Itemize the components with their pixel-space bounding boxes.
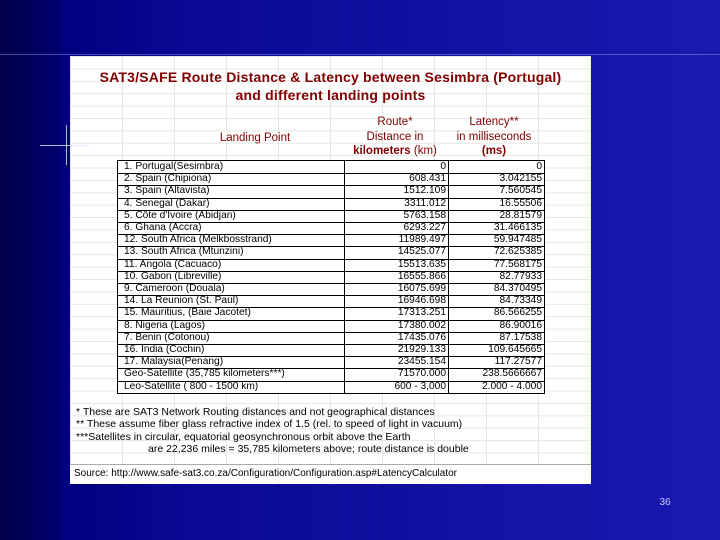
cell-landing-point: 13. South Africa (Mtunzini) xyxy=(124,246,244,258)
cell-latency: 28.81579 xyxy=(448,210,544,222)
cell-latency: 0 xyxy=(448,161,544,173)
header-latency xyxy=(444,115,544,159)
spreadsheet-image xyxy=(70,56,591,484)
page-number: 36 xyxy=(659,497,671,508)
cell-landing-point: 10. Gabon (Libreville) xyxy=(124,270,222,282)
header-route-km-bold: kilometers xyxy=(353,145,411,157)
cell-landing-point: 3. Spain (Altavista) xyxy=(124,185,210,197)
cell-latency: 84.73349 xyxy=(448,295,544,307)
cell-landing-point: 7. Benin (Cotonou) xyxy=(124,331,210,343)
sheet-title-line2: and different landing points xyxy=(235,87,426,103)
cell-latency: 16.55506 xyxy=(448,198,544,210)
header-route-line3 xyxy=(342,144,448,159)
footnotes xyxy=(76,406,586,456)
cell-latency: 117.27577 xyxy=(448,356,544,368)
cell-distance: 21929.133 xyxy=(344,344,448,356)
header-latency-line1: Latency** xyxy=(469,116,519,128)
cell-distance: 14525.077 xyxy=(344,246,448,258)
cell-landing-point: Geo-Satellite (35,785 kilometers***) xyxy=(124,368,285,380)
table-row xyxy=(118,381,544,393)
cell-landing-point: 17. Malaysia(Penang) xyxy=(124,356,224,368)
cell-landing-point: 12. South Africa (Melkbosstrand) xyxy=(124,234,272,246)
cell-latency: 86.566255 xyxy=(448,307,544,319)
cell-latency: 84.370495 xyxy=(448,283,544,295)
cell-distance: 11989.497 xyxy=(344,234,448,246)
cell-latency: 238.5666667 xyxy=(448,368,544,380)
cell-latency: 59.947485 xyxy=(448,234,544,246)
cell-landing-point: 9. Cameroon (Douala) xyxy=(124,283,225,294)
cell-latency: 77.568175 xyxy=(448,259,544,271)
cell-latency: 72.625385 xyxy=(448,246,544,258)
cell-distance: 16946.698 xyxy=(344,295,448,307)
cell-landing-point: 4. Senegal (Dakar) xyxy=(124,197,210,209)
footnote-1: * These are SAT3 Network Routing distances and not geographical distances xyxy=(76,406,435,418)
cell-distance: 6293.227 xyxy=(344,222,448,234)
cell-distance: 17380.002 xyxy=(344,320,448,332)
cell-distance: 16075.699 xyxy=(344,283,448,295)
cell-landing-point: 2. Spain (Chipiona) xyxy=(124,173,212,185)
crosshair-decoration-v xyxy=(66,125,67,165)
cell-landing-point: 5. Côte d'Ivoire (Abidjan) xyxy=(124,209,236,221)
cell-distance: 71570.000 xyxy=(344,368,448,380)
sheet-title xyxy=(70,68,591,104)
cell-distance: 608.431 xyxy=(344,173,448,185)
header-route-distance xyxy=(342,115,448,159)
latency-table xyxy=(117,160,545,394)
cell-distance: 0 xyxy=(344,161,448,173)
cell-distance: 17435.076 xyxy=(344,332,448,344)
cell-latency: 31.466135 xyxy=(448,222,544,234)
header-route-line1: Route* xyxy=(377,116,413,128)
footnote-3: ***Satellites in circular, equatorial geosynchronous orbit above the Earth xyxy=(76,430,411,443)
cell-landing-point: 15. Mauritius, (Baie Jacotet) xyxy=(124,307,251,319)
header-latency-line3: (ms) xyxy=(481,145,507,157)
footnote-4: are 22,236 miles = 35,785 kilometers above; route distance is double xyxy=(148,443,469,456)
cell-distance: 3311.012 xyxy=(344,198,448,210)
cell-latency: 86.90016 xyxy=(448,320,544,332)
cell-latency: 109.645665 xyxy=(448,344,544,356)
crosshair-decoration-h xyxy=(40,145,90,146)
cell-landing-point: 11. Angola (Cacuaco) xyxy=(124,258,222,270)
cell-distance: 15513.635 xyxy=(344,259,448,271)
top-divider-line xyxy=(0,54,720,55)
cell-distance: 600 - 3,000 xyxy=(344,381,448,393)
cell-landing-point: 16. India (Cochin) xyxy=(124,344,205,355)
cell-latency: 87.17538 xyxy=(448,332,544,344)
cell-latency: 3.042155 xyxy=(448,173,544,185)
cell-landing-point: 8. Nigeria (Lagos) xyxy=(124,319,205,331)
header-landing-point: Landing Point xyxy=(219,132,291,144)
left-rail-decoration xyxy=(0,0,62,540)
footnote-2: ** These assume fiber glass refractive index of 1.5 (rel. to speed of light in vacuum) xyxy=(76,418,463,431)
source-citation: Source: http://www.safe-sat3.co.za/Configuration/Configuration.asp#LatencyCalculator xyxy=(70,464,591,482)
cell-distance: 16555.866 xyxy=(344,271,448,283)
cell-latency: 2.000 - 4.000 xyxy=(448,381,544,393)
sheet-title-line1: SAT3/SAFE Route Distance & Latency between Sesimbra (Portugal) xyxy=(99,69,562,85)
cell-distance: 5763.158 xyxy=(344,210,448,222)
cell-distance: 1512.109 xyxy=(344,185,448,197)
header-route-km-rest: (km) xyxy=(410,145,437,157)
cell-landing-point: 14. La Reunion (St. Paul) xyxy=(124,295,239,307)
cell-landing-point: Leo-Satellite ( 800 - 1500 km) xyxy=(124,380,259,392)
header-route-line2: Distance in xyxy=(366,130,424,143)
cell-latency: 82.77933 xyxy=(448,271,544,283)
cell-distance: 17313.251 xyxy=(344,307,448,319)
cell-latency: 7.560545 xyxy=(448,185,544,197)
cell-distance: 23455.154 xyxy=(344,356,448,368)
header-latency-line2: in milliseconds xyxy=(456,130,532,143)
cell-landing-point: 1. Portugal(Sesimbra) xyxy=(124,161,224,172)
cell-landing-point: 6. Ghana (Accra) xyxy=(124,222,202,233)
